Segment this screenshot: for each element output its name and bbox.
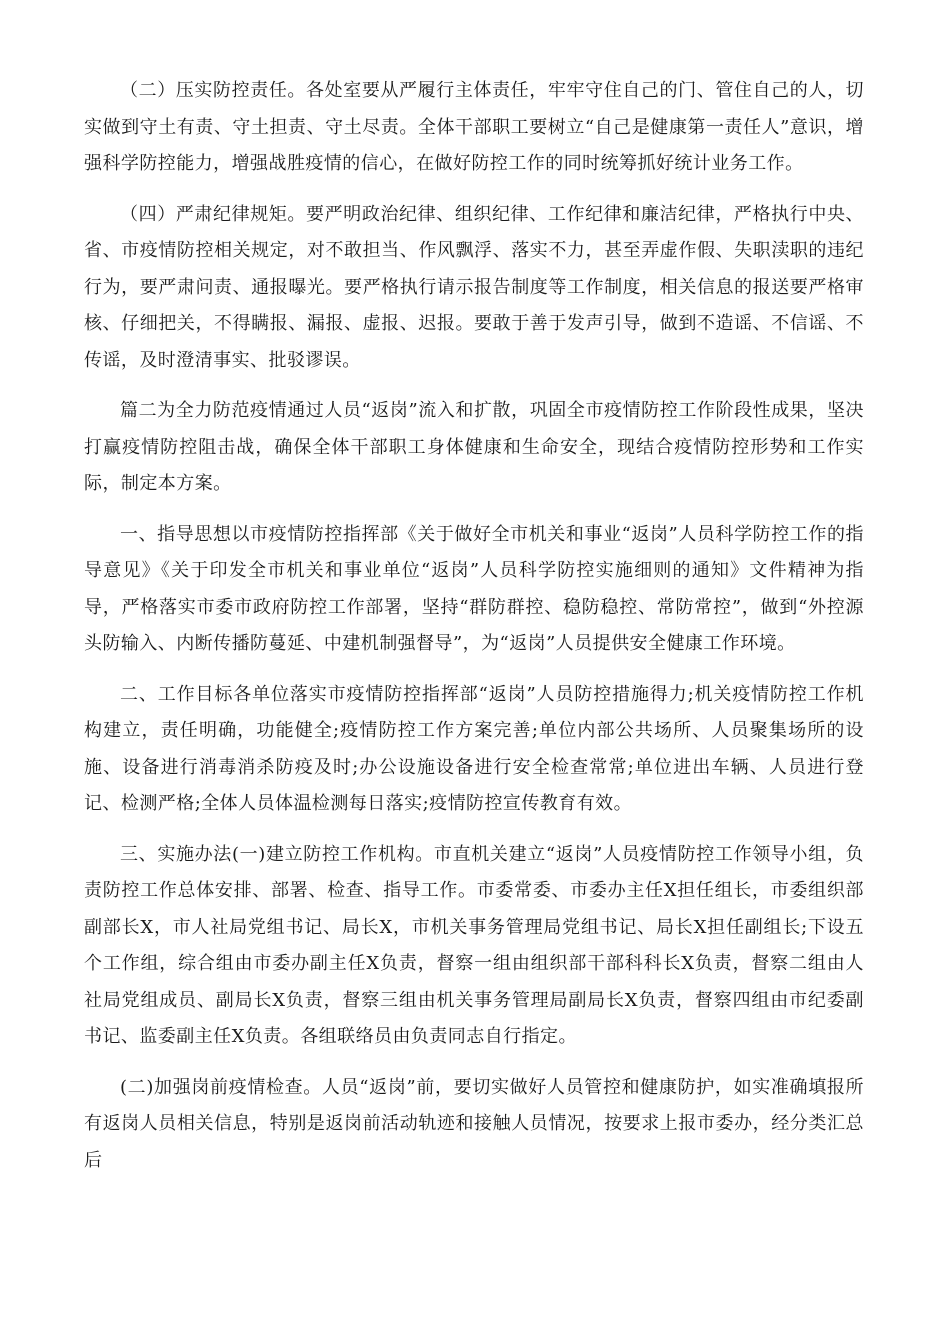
paragraph-discipline-rules: （四）严肃纪律规矩。要严明政治纪律、组织纪律、工作纪律和廉洁纪律，严格执行中央、省、市疫情防控相关规定，对不敢担当、作风飘浮、落实不力，甚至弄虚作假、失职渎职的违纪行为，要严肃问责、通报曝光。要严格执行请示报告制度等工作制度，相关信息的报送要严格审核、仔细把关，不得瞒报、漏报、虚报、迟报。要敢于善于发声引导，做到不造谣、不信谣、不传谣，及时澄清事实、批驳谬误。 xyxy=(84,203,864,371)
paragraph-plan-two-intro: 篇二为全力防范疫情通过人员“返岗”流入和扩散，巩固全市疫情防控工作阶段性成果，坚决打赢疫情防控阻击战，确保全体干部职工身体健康和生命安全，现结合疫情防控形势和工作实际，制定本方案。 xyxy=(84,400,864,494)
paragraph-implementation-organization: 三、实施办法(一)建立防控工作机构。市直机关建立“返岗”人员疫情防控工作领导小组，负责防控工作总体安排、部署、检查、指导工作。市委常委、市委办主任X担任组长，市委组织部副部长X，市人社局党组书记、局长X，市机关事务管理局党组书记、局长X担任副组长;下设五个工作组，综合组由市委办副主任X负责，督察一组由组织部干部科科长X负责，督察二组由人社局党组成员、副局长X负责，督察三组由机关事务管理局副局长X负责，督察四组由市纪委副书记、监委副主任X负责。各组联络员由负责同志自行指定。 xyxy=(84,843,864,1047)
document-body xyxy=(84,73,864,1193)
paragraph-guiding-ideology: 一、指导思想以市疫情防控指挥部《关于做好全市机关和事业“返岗”人员科学防控工作的指导意见》《关于印发全市机关和事业单位“返岗”人员科学防控实施细则的通知》文件精神为指导，严格落实市委市政府防控工作部署，坚持“群防群控、稳防稳控、常防常控”，做到“外控源头防输入、内断传播防蔓延、中建机制强督导”，为“返岗”人员提供安全健康工作环境。 xyxy=(84,523,864,654)
paragraph-strengthen-responsibility: （二）压实防控责任。各处室要从严履行主体责任，牢牢守住自己的门、管住自己的人，切实做到守土有责、守土担责、守土尽责。全体干部职工要树立“自己是健康第一责任人”意识，增强科学防控能力，增强战胜疫情的信心，在做好防控工作的同时统筹抓好统计业务工作。 xyxy=(84,80,864,174)
paragraph-work-goals: 二、工作目标各单位落实市疫情防控指挥部“返岗”人员防控措施得力;机关疫情防控工作机构建立，责任明确，功能健全;疫情防控工作方案完善;单位内部公共场所、人员聚集场所的设施、设备进行消毒消杀防疫及时;办公设施设备进行安全检查常常;单位进出车辆、人员进行登记、检测严格;全体人员体温检测每日落实;疫情防控宣传教育有效。 xyxy=(84,683,864,814)
paragraph-pre-return-inspection: (二)加强岗前疫情检查。人员“返岗”前，要切实做好人员管控和健康防护，如实准确填报所有返岗人员相关信息，特别是返岗前活动轨迹和接触人员情况，按要求上报市委办，经分类汇总后 xyxy=(84,1076,864,1171)
